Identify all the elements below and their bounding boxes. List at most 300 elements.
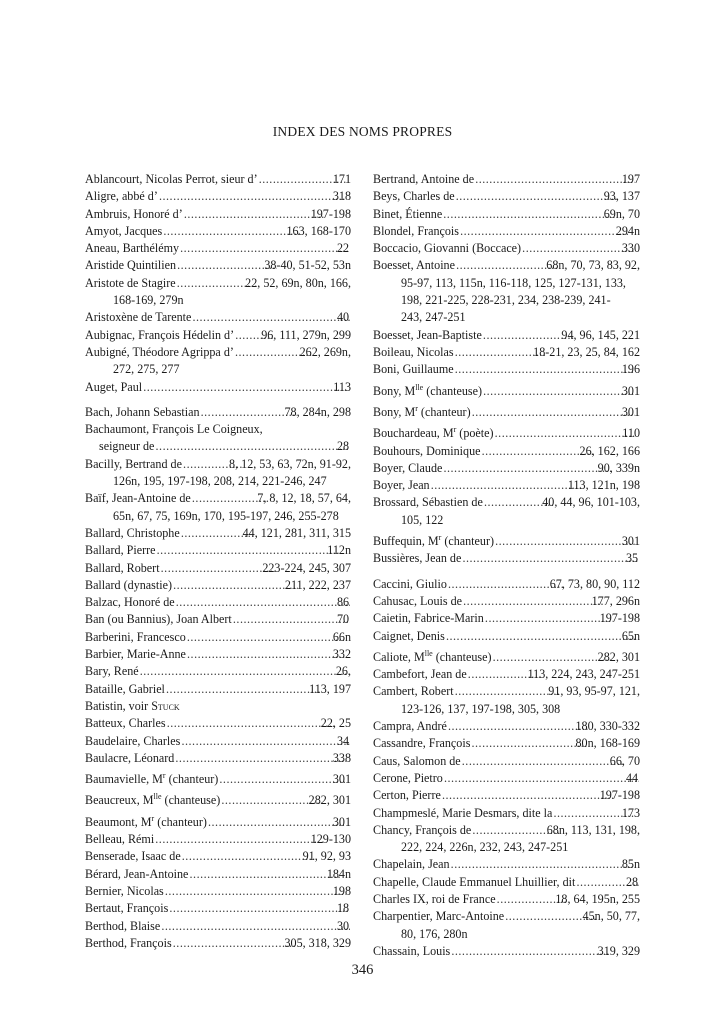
entry-name: Beys, Charles de <box>373 189 455 204</box>
entry-name: Boileau, Nicolas <box>373 344 454 359</box>
entry-name: Champmeslé, Marie Desmars, dite la <box>373 805 553 820</box>
entry-pages: 110 <box>622 426 640 441</box>
entry-name: Benserade, Isaac de <box>85 849 181 864</box>
leader-dots <box>208 814 346 831</box>
entry-name: Beaumont, $M^r$ (chanteur) <box>85 813 207 829</box>
index-entry-line <box>85 188 351 205</box>
index-entry <box>373 787 640 804</box>
entry-name: Blondel, François <box>373 223 459 238</box>
index-entry <box>373 593 640 610</box>
entry-name: Bérard, Jean-Antoine <box>85 866 189 881</box>
index-entry-line <box>373 628 640 645</box>
leader-dots <box>169 900 350 917</box>
entry-pages: 163, 168-170 <box>286 223 351 238</box>
index-entry-line <box>85 646 351 663</box>
entry-name: Aubigné, Théodore Agrippa d’ <box>85 344 234 359</box>
entry-name: Auget, Paul <box>85 379 143 394</box>
index-entry <box>373 344 640 361</box>
entry-continuation: 168-169, 279n <box>113 293 184 308</box>
entry-pages: 184n <box>326 866 351 881</box>
entry-pages: 177, 296n <box>591 593 640 608</box>
leader-dots <box>176 594 350 611</box>
entry-pages: 301 <box>621 534 640 549</box>
leader-dots <box>448 576 563 593</box>
entry-name: Bach, Johann Sebastian <box>85 404 200 419</box>
index-entry <box>373 943 640 960</box>
index-entry <box>85 918 351 935</box>
entry-continuation: 222, 224, 226n, 232, 243, 247-251 <box>401 840 569 855</box>
index-entry-line <box>373 171 640 188</box>
entry-continuation: 123-126, 137, 197-198, 305, 308 <box>401 701 561 716</box>
entry-name: Beaucreux, $M^{lle}$ (chanteuse) <box>85 792 221 808</box>
index-entry <box>373 683 640 718</box>
index-entry <box>373 494 640 529</box>
leader-dots <box>219 771 346 788</box>
entry-pages: 85n <box>621 857 640 872</box>
index-entry-line <box>373 240 640 257</box>
leader-dots <box>472 404 635 421</box>
entry-pages: 196 <box>621 362 640 377</box>
entry-name: Amyot, Jacques <box>85 223 163 238</box>
index-entry-line <box>373 477 640 494</box>
entry-continuation: 95-97, 113, 115n, 116-118, 125, 127-131, 133, <box>401 275 626 290</box>
leader-dots <box>471 735 588 752</box>
index-entry <box>373 327 640 344</box>
index-entry-line <box>85 848 351 865</box>
index-entry <box>85 629 351 646</box>
index-entry-line <box>373 645 640 666</box>
leader-dots <box>187 646 346 663</box>
entry-pages: 68n, 70, 73, 83, 92, <box>546 258 640 273</box>
leader-dots <box>495 533 635 550</box>
index-entry <box>85 456 351 491</box>
entry-continuation: 80, 176, 280n <box>401 926 468 941</box>
index-entry-line <box>373 361 640 378</box>
entry-name: Boesset, Jean-Baptiste <box>373 327 482 342</box>
entry-name: Boccacio, Giovanni (Boccace) <box>373 241 522 256</box>
index-entry <box>85 733 351 750</box>
index-entry-line <box>85 327 351 344</box>
index-entry-line <box>85 171 351 188</box>
index-entry-line <box>373 891 640 908</box>
entry-name: Bachaumont, François Le Coigneux, <box>85 422 263 437</box>
index-entry-line <box>373 206 640 223</box>
index-entry <box>373 856 640 873</box>
index-entry <box>85 900 351 917</box>
entry-name: Bertrand, Antoine de <box>373 172 475 186</box>
leader-dots <box>431 477 581 494</box>
entry-pages: 330 <box>621 241 640 256</box>
entry-name: Berthod, François <box>85 935 172 950</box>
index-entry-line <box>85 866 351 883</box>
index-entry-line <box>85 542 351 559</box>
index-entry <box>373 361 640 378</box>
index-entry-line <box>373 443 640 460</box>
entry-name: Aristoxène de Tarente <box>85 310 192 325</box>
entry-pages: 113, 197 <box>309 681 351 696</box>
index-entry-line <box>373 379 640 400</box>
entry-name: Barbier, Marie-Anne <box>85 647 186 662</box>
leader-dots <box>443 206 617 223</box>
entry-name: Boni, Guillaume <box>373 362 454 377</box>
index-entry <box>85 698 351 715</box>
entry-pages: 198 <box>332 883 351 898</box>
entry-name: Aneau, Barthélémy <box>85 241 180 256</box>
index-entry <box>373 610 640 627</box>
index-entry-line <box>85 421 351 438</box>
index-entry <box>85 646 351 663</box>
entry-pages: 66n <box>332 629 351 644</box>
index-entry-line: Bertaut, François ..... 18 <box>99 900 351 917</box>
index-entry-line <box>85 223 351 240</box>
entry-name: Cerone, Pietro <box>373 770 443 785</box>
index-entry <box>85 750 351 767</box>
index-entry-line <box>373 421 640 442</box>
index-entry <box>85 935 351 952</box>
leader-dots <box>161 560 276 577</box>
entry-name: Barberini, Francesco <box>85 629 186 644</box>
entry-pages: 66, 70 <box>609 753 640 768</box>
entry-name: Charles IX, roi de France <box>373 892 496 907</box>
index-entry-line <box>85 663 351 680</box>
entry-name: Caietin, Fabrice-Marin <box>373 611 484 626</box>
index-entry <box>373 645 640 666</box>
entry-pages: 45n, 50, 77, <box>582 909 640 924</box>
entry-pages: 68n, 113, 131, 198, <box>546 822 640 837</box>
entry-name: Ablancourt, Nicolas Perrot, sieur d’ <box>85 172 258 186</box>
entry-name: Ballard (dynastie) <box>85 577 172 592</box>
index-entry-line <box>373 460 640 477</box>
leader-dots <box>462 550 639 567</box>
index-entry-line <box>373 943 640 960</box>
leader-dots <box>155 438 350 455</box>
leader-dots <box>165 883 346 900</box>
index-entry-line <box>373 257 640 274</box>
leader-dots <box>444 770 639 787</box>
leader-dots <box>184 206 324 223</box>
entry-pages: 8, 12, 53, 63, 72n, 91-92, <box>229 456 351 471</box>
index-entry-line <box>373 188 640 205</box>
entry-name: Cahusac, Louis de <box>373 593 463 608</box>
index-entry-line: Aristoxène de Tarente ..... 40 <box>99 309 351 326</box>
index-entry-line <box>85 715 351 732</box>
index-entry-line <box>85 935 351 952</box>
index-entry-line <box>85 257 351 274</box>
entry-pages: 318 <box>332 189 351 204</box>
entry-name: seigneur de <box>99 439 155 454</box>
index-entry <box>85 421 351 456</box>
entry-continuation: 272, 275, 277 <box>113 362 180 377</box>
entry-pages: 94, 96, 145, 221 <box>561 327 640 342</box>
index-entry <box>373 891 640 908</box>
leader-dots <box>173 935 298 952</box>
entry-pages: 305, 318, 329 <box>284 935 351 950</box>
leader-dots <box>155 831 324 848</box>
entry-pages: 78, 284n, 298 <box>284 404 351 419</box>
index-entry <box>373 206 640 223</box>
index-entry <box>85 490 351 525</box>
leader-dots <box>161 918 350 935</box>
index-entry-line <box>85 275 351 292</box>
leader-dots <box>143 379 346 396</box>
index-entry <box>85 788 351 809</box>
index-entry <box>373 443 640 460</box>
index-entry <box>373 666 640 683</box>
index-entry <box>85 525 351 542</box>
index-entry <box>85 171 351 188</box>
index-entry <box>85 542 351 559</box>
index-entry <box>85 206 351 223</box>
entry-name: Cambert, Robert <box>373 684 454 699</box>
entry-name: Cassandre, François <box>373 736 471 751</box>
index-entry-line <box>85 456 351 473</box>
leader-dots <box>233 611 350 628</box>
entry-name: Bouchardeau, $M^r$ (poète) <box>373 425 494 441</box>
index-entry <box>373 223 640 240</box>
index-entry-line <box>85 379 351 396</box>
index-entry-line <box>85 698 351 715</box>
index-entry-line <box>85 206 351 223</box>
index-entry <box>373 550 640 567</box>
leader-dots <box>177 257 277 274</box>
index-entry <box>85 681 351 698</box>
index-entry <box>373 477 640 494</box>
index-entry-line: seigneur de ..... 28 <box>99 438 351 455</box>
entry-name: Bussières, Jean de <box>373 551 462 566</box>
index-entry-line: Balzac, Honoré de ..... 86 <box>99 594 351 611</box>
entry-name: Bary, René <box>85 664 139 679</box>
entry-name: Aligre, abbé d’ <box>85 189 158 204</box>
entry-pages: 90, 339n <box>597 460 640 475</box>
leader-dots <box>455 361 635 378</box>
leader-dots <box>166 681 322 698</box>
entry-pages: 113, 224, 243, 247-251 <box>527 667 640 682</box>
entry-name: Caignet, Denis <box>373 628 445 643</box>
index-entry <box>373 805 640 822</box>
entry-name: Ban (ou Bannius), Joan Albert <box>85 612 232 627</box>
index-entry-line <box>373 223 640 240</box>
entry-pages: 197 <box>621 172 640 186</box>
index-entry-line: Aneau, Barthélémy ..... 22 <box>99 240 351 257</box>
index-entry <box>373 240 640 257</box>
index-entry-line <box>85 767 351 788</box>
entry-name: Aubignac, François Hédelin d’ <box>85 327 235 342</box>
leader-dots <box>443 460 610 477</box>
index-entry <box>85 560 351 577</box>
index-entry-line <box>85 629 351 646</box>
index-entry <box>373 718 640 735</box>
index-entry-line <box>373 753 640 770</box>
entry-pages: 26, <box>335 664 351 679</box>
index-entry <box>85 223 351 240</box>
index-column-left <box>85 171 351 952</box>
index-entry-line <box>373 735 640 752</box>
entry-pages: 7, 8, 12, 18, 57, 64, <box>257 491 351 506</box>
entry-pages: 171 <box>332 172 351 186</box>
entry-name: Baulacre, Léonard <box>85 750 175 765</box>
leader-dots <box>463 593 605 610</box>
index-entry <box>373 460 640 477</box>
entry-name: Bernier, Nicolas <box>85 883 164 898</box>
entry-pages: 80n, 168-169 <box>575 736 640 751</box>
entry-pages: 301 <box>621 404 640 419</box>
index-entry <box>85 663 351 680</box>
index-entry-line <box>373 529 640 550</box>
index-entry-line <box>373 787 640 804</box>
entry-pages: 91, 92, 93 <box>302 849 351 864</box>
page-number: 346 <box>351 962 374 978</box>
entry-name: Certon, Pierre <box>373 788 441 803</box>
entry-pages: 211, 222, 237 <box>284 577 351 592</box>
entry-pages: 44, 121, 281, 311, 315 <box>242 525 351 540</box>
index-entry <box>373 379 640 400</box>
entry-pages: 301 <box>332 814 351 829</box>
entry-pages: 113 <box>333 379 351 394</box>
index-entry <box>85 883 351 900</box>
leader-dots <box>175 750 346 767</box>
entry-name: Batteux, Charles <box>85 716 166 731</box>
leader-dots <box>485 610 613 627</box>
index-entry-line <box>85 404 351 421</box>
letter-gap <box>373 568 640 576</box>
entry-name: Bacilly, Bertrand de <box>85 456 182 471</box>
index-entry <box>373 628 640 645</box>
index-entry-line <box>85 750 351 767</box>
entry-name: Aristide Quintilien <box>85 258 177 273</box>
index-entry <box>85 848 351 865</box>
leader-dots <box>522 240 635 257</box>
leader-dots <box>173 577 298 594</box>
leader-dots <box>456 188 617 205</box>
page-title: INDEX DES NOMS PROPRES <box>272 124 453 139</box>
index-entry <box>373 753 640 770</box>
entry-name: Cambefort, Jean de <box>373 667 467 682</box>
index-entry <box>373 188 640 205</box>
index-entry-line <box>373 683 640 700</box>
index-entry-line <box>85 577 351 594</box>
index-entry <box>85 866 351 883</box>
entry-name: Buffequin, $M^r$ (chanteur) <box>373 533 495 549</box>
leader-dots <box>221 792 321 809</box>
index-entry-line <box>373 822 640 839</box>
leader-dots <box>201 404 298 421</box>
entry-pages: 67, 73, 80, 90, 112 <box>549 576 640 591</box>
entry-pages: 91, 93, 95-97, 121, <box>548 684 640 699</box>
entry-name: Boyer, Claude <box>373 460 443 475</box>
index-column-right <box>373 171 640 960</box>
entry-pages: 69n, 70 <box>603 206 640 221</box>
entry-pages: 22, 52, 69n, 80n, 166, <box>245 275 351 290</box>
entry-name: Baumavielle, $M^r$ (chanteur) <box>85 771 219 787</box>
entry-name: Balzac, Honoré de <box>85 595 175 610</box>
leader-dots <box>483 383 635 400</box>
index-entry <box>85 344 351 379</box>
entry-name: Ballard, Robert <box>85 560 160 575</box>
leader-dots <box>482 443 593 460</box>
index-entry <box>85 257 351 274</box>
entry-continuation: 198, 221-225, 228-231, 234, 238-239, 241- <box>401 293 611 308</box>
leader-dots <box>181 733 350 750</box>
index-entry-line <box>373 327 640 344</box>
index-entry-line <box>85 490 351 507</box>
entry-name: Caccini, Giulio <box>373 576 447 591</box>
index-entry <box>85 379 351 396</box>
leader-dots <box>493 649 611 666</box>
entry-pages: 26, 162, 166 <box>579 443 640 458</box>
leader-dots <box>505 908 595 925</box>
leader-dots <box>163 223 299 240</box>
index-entry-line <box>373 400 640 421</box>
entry-continuation: 105, 122 <box>401 512 444 527</box>
leader-dots <box>455 683 562 700</box>
index-entry-line <box>85 788 351 809</box>
leader-dots <box>187 629 346 646</box>
entry-name: Berthod, Blaise <box>85 918 161 933</box>
index-entry-line <box>373 344 640 361</box>
index-entry <box>85 327 351 344</box>
leader-dots <box>157 542 341 559</box>
index-entry <box>85 188 351 205</box>
entry-name: Bataille, Gabriel <box>85 681 165 696</box>
entry-pages: 197-198 <box>310 206 351 221</box>
index-entry <box>373 421 640 442</box>
leader-dots <box>180 240 350 257</box>
entry-name: Baudelaire, Charles <box>85 733 181 748</box>
entry-pages: 301 <box>332 772 351 787</box>
index-entry-line <box>85 344 351 361</box>
entry-continuation: 243, 247-251 <box>401 310 466 325</box>
index-entry-line: Cerone, Pietro ..... 44 <box>387 770 640 787</box>
index-entry <box>373 529 640 550</box>
index-entry <box>85 240 351 257</box>
entry-pages: 40, 44, 96, 101-103, <box>542 495 640 510</box>
entry-pages: 319, 329 <box>597 943 640 958</box>
index-entry-line: Baudelaire, Charles ..... 34 <box>99 733 351 750</box>
index-entry-line <box>85 681 351 698</box>
index-entry <box>373 257 640 326</box>
entry-name: Belleau, Rémi <box>85 832 155 847</box>
entry-name: Ambruis, Honoré d’ <box>85 206 183 221</box>
entry-name: Chancy, François de <box>373 822 472 837</box>
entry-continuation: 65n, 67, 75, 169n, 170, 195-197, 246, 255-278 <box>113 508 339 523</box>
entry-pages: 129-130 <box>310 832 351 847</box>
entry-pages: 173 <box>621 805 640 820</box>
entry-name: Bony, $M^r$ (chanteur) <box>373 403 471 419</box>
letter-gap <box>85 396 351 404</box>
entry-pages: 223-224, 245, 307 <box>262 560 351 575</box>
index-entry <box>85 275 351 310</box>
index-entry <box>373 874 640 891</box>
entry-name: Caus, Salomon de <box>373 753 461 768</box>
leader-dots <box>451 943 610 960</box>
entry-name: Bertaut, François <box>85 901 169 916</box>
entry-pages: 113, 121n, 198 <box>567 478 640 493</box>
entry-pages: 38-40, 51-52, 53n <box>264 258 351 273</box>
index-entry-line <box>373 494 640 511</box>
leader-dots <box>460 223 629 240</box>
entry-pages: 262, 269n, <box>299 344 351 359</box>
entry-name: Batistin, voir Stuck <box>85 698 180 713</box>
entry-name: Brossard, Sébastien de <box>373 495 483 510</box>
leader-dots <box>495 425 636 442</box>
index-entry <box>373 770 640 787</box>
index-entry <box>373 400 640 421</box>
entry-pages: 197-198 <box>599 788 640 803</box>
entry-name: Ballard, Pierre <box>85 543 156 558</box>
entry-pages: 197-198 <box>599 611 640 626</box>
entry-pages: 18-21, 23, 25, 84, 162 <box>533 344 640 359</box>
entry-pages: 65n <box>621 628 640 643</box>
